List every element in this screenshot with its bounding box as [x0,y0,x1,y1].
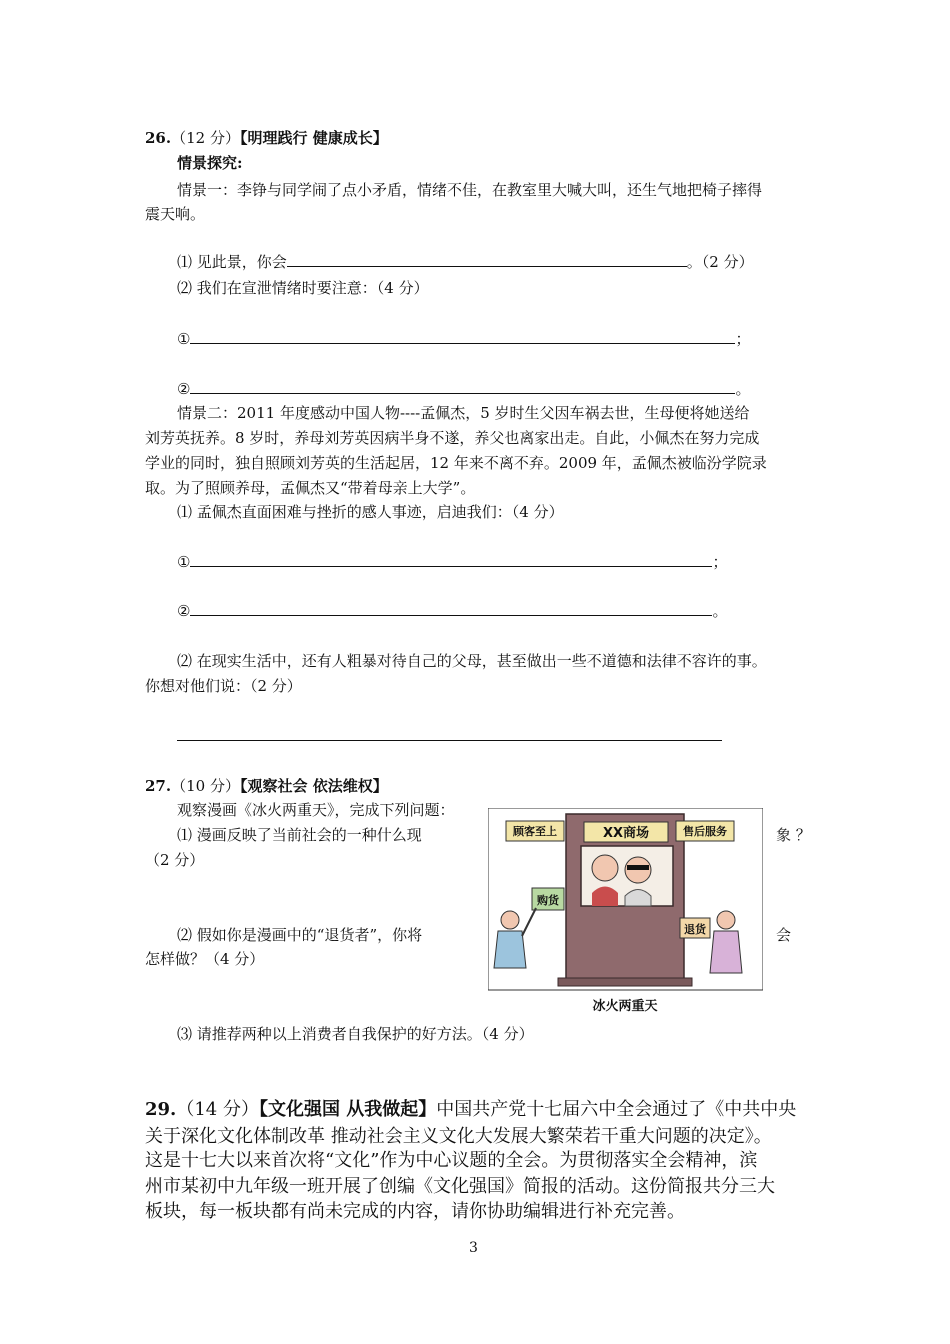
answer-blank[interactable] [287,252,687,267]
circle-number: ② [177,602,191,620]
q26-scene1-line2: 震天响。 [145,205,206,223]
q29-line3: 这是十七大以来首次将“文化”作为中心议题的全会。为贯彻落实全会精神，滨 [145,1150,758,1171]
q26-scene2-line2: 刘芳英抚养。8 岁时，养母刘芳英因病半身不遂，养父也离家出走。自此，小佩杰在努力完成 [145,429,760,447]
q27-question2-left: ⑵ 假如你是漫画中的“退货者”，你将 [177,926,423,944]
page-number: 3 [469,1240,478,1256]
q27-question1-left: ⑴ 漫画反映了当前社会的一种什么现 [177,826,422,844]
customer-buyer [501,911,519,929]
q27-question1-right: 象 ？ [776,826,811,844]
circle-number: ① [177,330,191,348]
q26-score: （12 分） [171,129,240,147]
q26-number: 26. [145,129,172,147]
q26-s1-question2: ⑵ 我们在宣泄情绪时要注意：（4 分） [177,279,429,297]
clerk-smiling [592,855,618,881]
sign-center-label: XX商场 [602,826,650,841]
semicolon: ； [712,553,728,571]
answer-blank[interactable] [190,552,712,567]
q29-line1 [145,1097,796,1123]
period: 。 [735,380,751,398]
answer-blank[interactable] [190,379,735,394]
answer-blank[interactable] [190,329,735,344]
q29-line2: 关于深化文化体制改革 推动社会主义文化大发展大繁荣若干重大问题的决定》。 [145,1126,772,1147]
q26-scene2-line1: 情景二：2011 年度感动中国人物----孟佩杰，5 岁时生父因车祸去世，生母便将她送给 [177,404,750,422]
q26-scene1-line1: 情景一：李铮与同学闹了点小矛盾，情绪不佳，在教室里大喊大叫，还生气地把椅子摔得 [177,181,763,199]
q27-question2-line2: 怎样做？（4 分） [145,950,265,968]
cartoon-drawing [488,808,763,1018]
q26-scene2-line3: 学业的同时，独自照顾刘芳英的生活起居，12 年来不离不弃。2009 年，孟佩杰被临汾学院录 [145,454,767,472]
q29-line1-text: 中国共产党十七届六中全会通过了《中共中央 [436,1099,797,1120]
customer-returner [717,911,735,929]
answer-line [177,379,750,399]
q27-question2-right: 会 [776,926,792,944]
q29-number: 29. [145,1099,177,1120]
sign-right-label: 售后服务 [683,825,727,838]
q29-line4: 州市某初中九年级一班开展了创编《文化强国》简报的活动。这份简报共分三大 [145,1176,775,1197]
answer-line [177,601,727,621]
answer-line [177,552,727,572]
box-buy-label: 购货 [537,894,559,907]
semicolon: ； [735,330,751,348]
q27-score: （10 分） [171,777,240,795]
q26-subtitle: 情景探究: [177,154,243,172]
q26-s1-question1 [177,252,754,272]
q29-score: （14 分） [176,1099,259,1120]
q26-scene2-line4: 取。为了照顾养母，孟佩杰又“带着母亲上大学”。 [145,479,476,497]
cartoon-caption: 冰火两重天 [592,999,658,1014]
q26-title: 【明理践行 健康成长】 [239,129,388,147]
sign-left-label: 顾客至上 [513,825,557,838]
q26-s1-q1-suffix: 。（2 分） [686,253,754,271]
q26-s1-q1-prefix: ⑴ 见此景，你会 [177,253,287,271]
q29-line5: 板块，每一板块都有尚未完成的内容，请你协助编辑进行补充完善。 [145,1201,685,1222]
circle-number: ① [177,553,191,571]
q27-title: 【观察社会 依法维权】 [239,777,388,795]
q27-intro: 观察漫画《冰火两重天》，完成下列问题： [177,801,455,819]
answer-line [177,329,750,349]
q26-s2-question1: ⑴ 孟佩杰直面困难与挫折的感人事迹，启迪我们：（4 分） [177,503,564,521]
circle-number: ② [177,380,191,398]
q27-heading [145,776,388,796]
period: 。 [712,602,728,620]
q26-heading [145,128,388,148]
box-return-label: 退货 [684,923,706,936]
q27-question3: ⑶ 请推荐两种以上消费者自我保护的好方法。（4 分） [177,1025,534,1043]
q26-s2-question2-line1: ⑵ 在现实生活中，还有人粗暴对待自己的父母，甚至做出一些不道德和法律不容许的事。 [177,652,767,670]
q26-s2-question2-line2: 你想对他们说：（2 分） [145,677,302,695]
q27-question1-score: （2 分） [145,851,205,869]
q27-number: 27. [145,777,172,795]
q29-title: 【文化强国 从我做起】 [258,1099,437,1120]
answer-rule[interactable] [177,740,722,741]
answer-blank[interactable] [190,601,712,616]
cartoon-image [488,808,763,1018]
